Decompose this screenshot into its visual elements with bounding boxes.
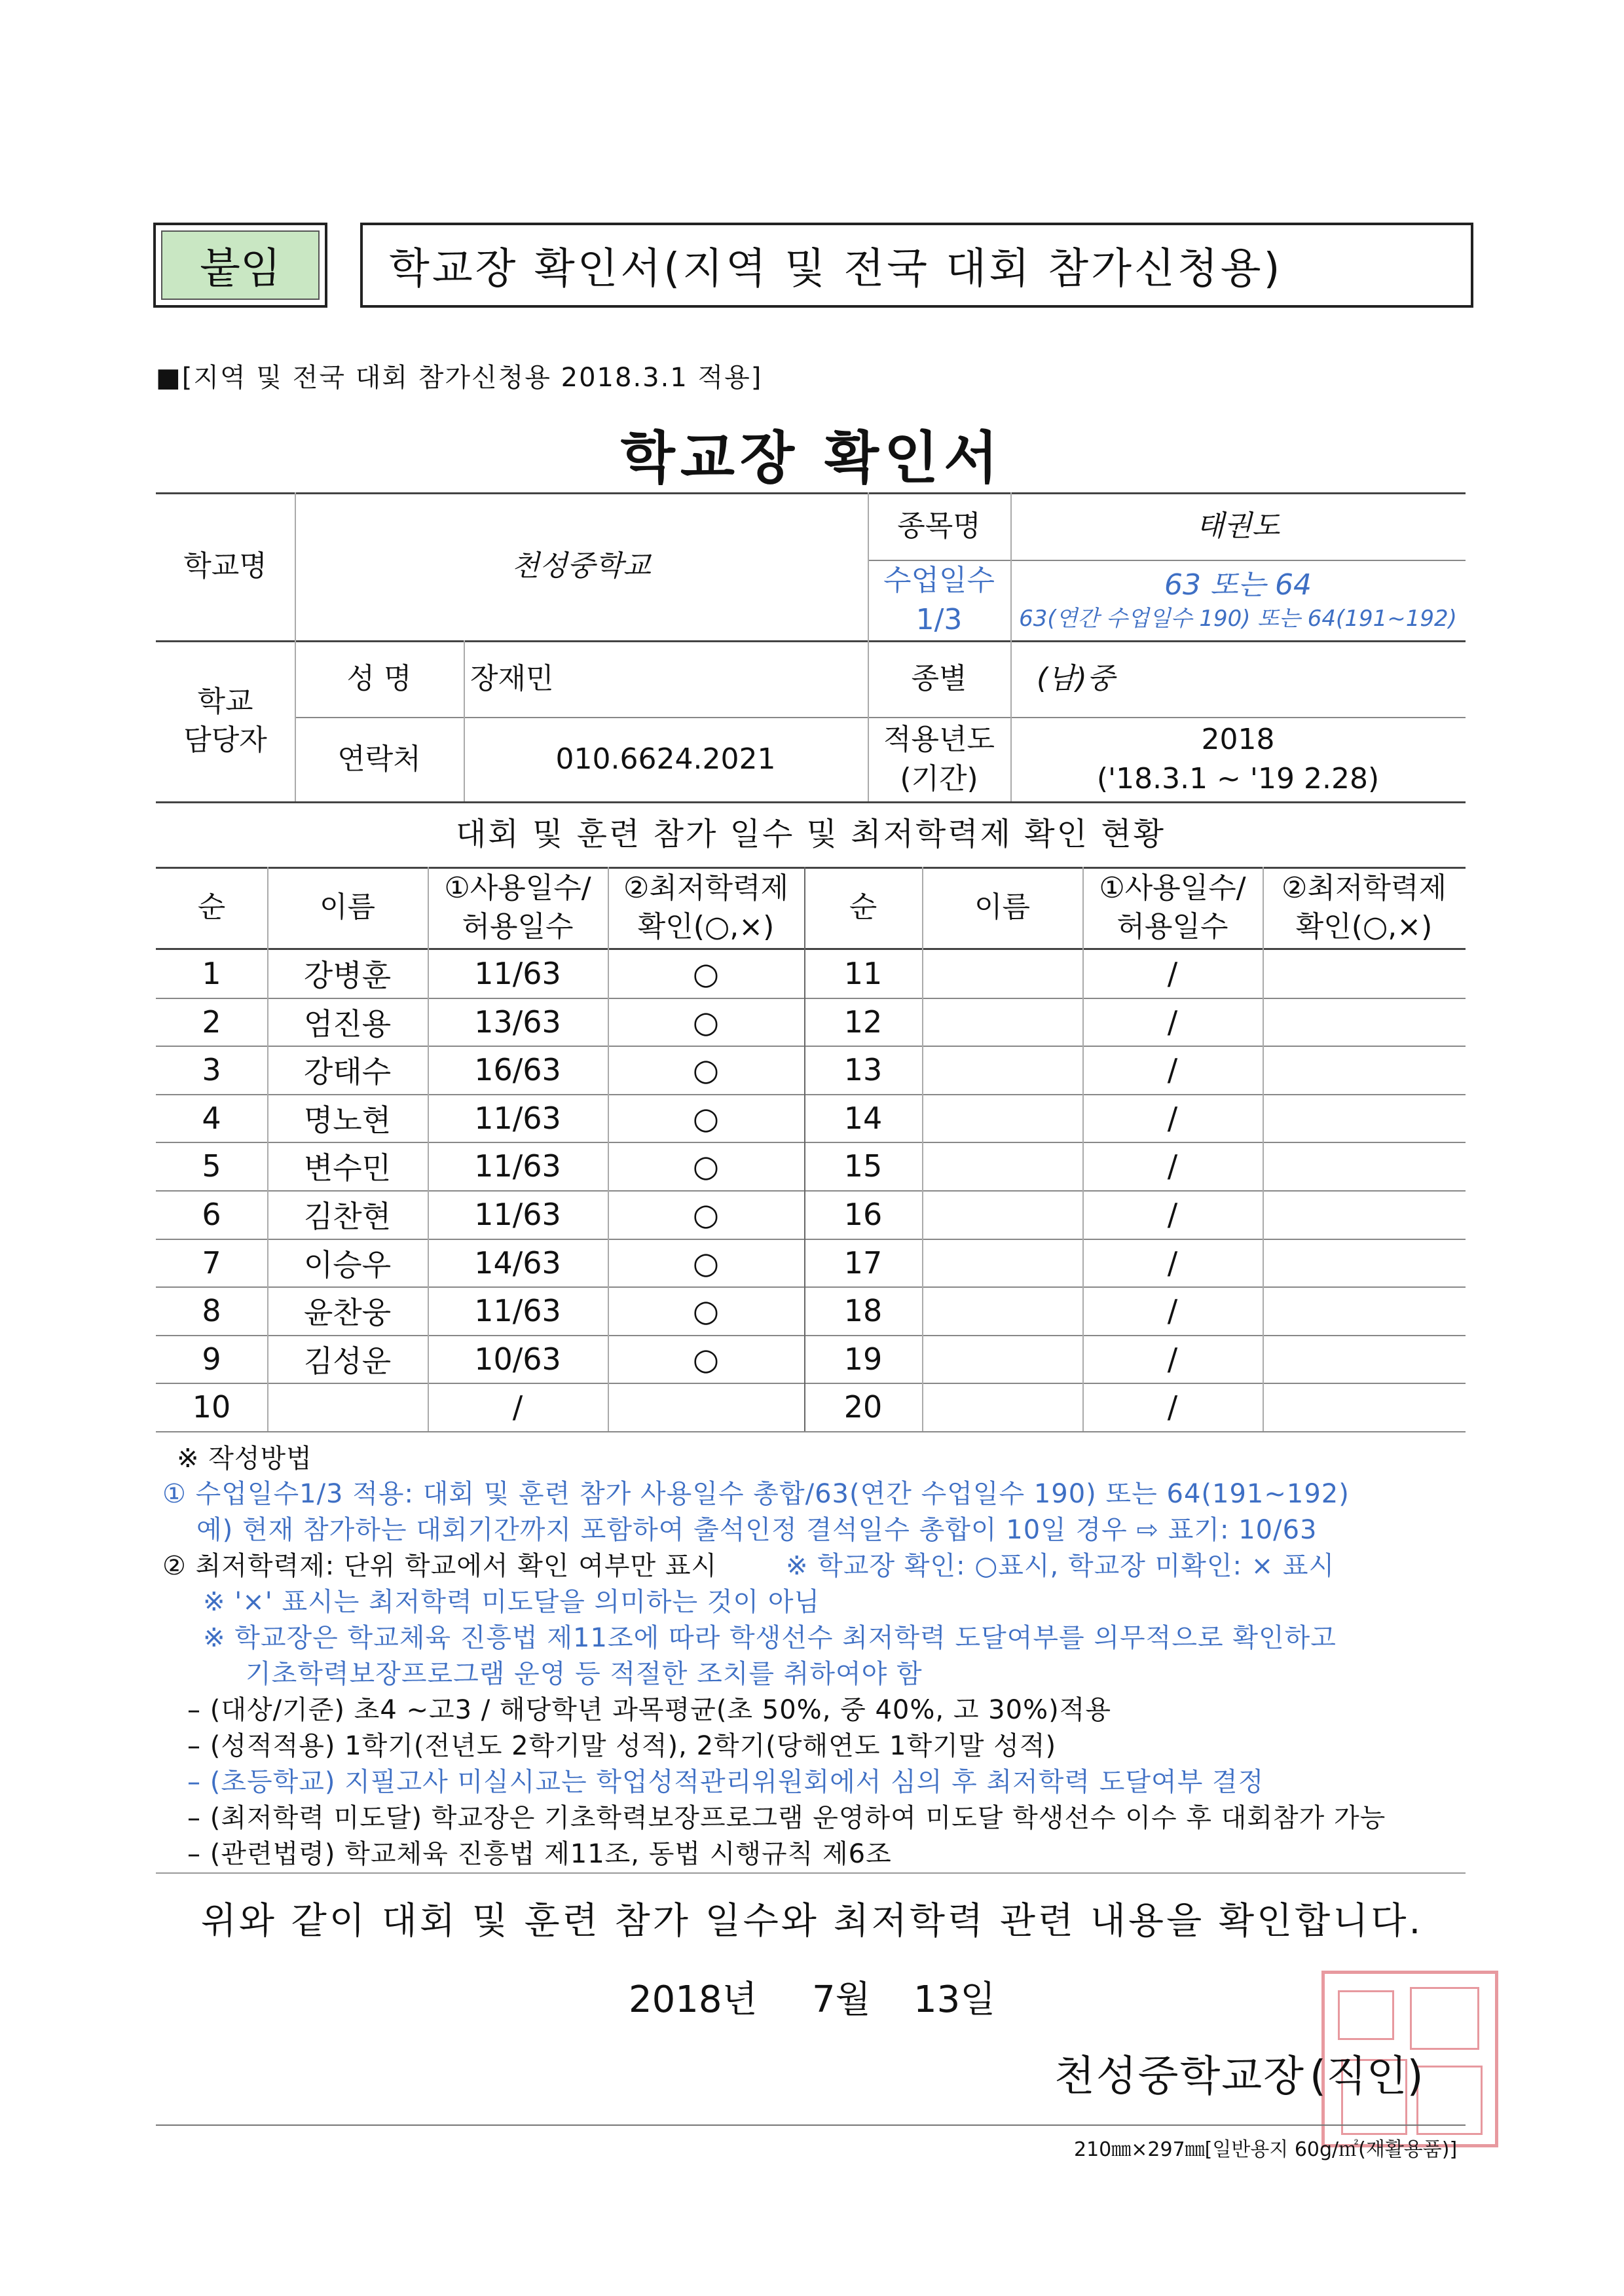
- cell-name: [922, 1383, 1082, 1431]
- header-check-line2: 확인(○,×): [1295, 910, 1433, 943]
- cell-no: 20: [843, 1389, 883, 1425]
- school-days-label-text: 수업일수: [883, 564, 995, 598]
- cell-name: 명노현: [303, 1102, 392, 1138]
- divider: [1263, 867, 1264, 1431]
- cell-no: 7: [202, 1245, 221, 1281]
- year-value: [1010, 717, 1466, 801]
- divider: [1082, 867, 1084, 1431]
- header-check-left: [608, 867, 804, 948]
- cell-no: 12: [843, 1004, 883, 1040]
- year-value-text: 2018: [1201, 723, 1275, 757]
- school-days-label: [868, 560, 1010, 640]
- cell-check: ○: [692, 1004, 720, 1040]
- event-value: 태권도: [1196, 509, 1280, 543]
- cell-name: [922, 1239, 1082, 1287]
- school-days-main: 63 또는 64: [1164, 568, 1312, 602]
- header-name-left: 이름: [319, 890, 375, 924]
- cell-name: 이승우: [303, 1247, 392, 1283]
- header-days-line2: 허용일수: [462, 910, 574, 943]
- table-row: [156, 1190, 1466, 1239]
- cell-check: [608, 1383, 804, 1431]
- document-title-box: [360, 223, 1473, 308]
- divider: [922, 867, 923, 1431]
- year-label-text: 적용년도: [883, 723, 995, 757]
- attachment-label-box: [153, 223, 327, 308]
- cell-name: 변수민: [303, 1150, 392, 1186]
- seal-label: (직인): [1310, 2052, 1424, 2101]
- detail-4: – (최저학력 미도달) 학교장은 기초학력보장프로그램 운영하여 미도달 학생선수 이수 후 대회참가 가능: [187, 1803, 1386, 1833]
- cell-check: [1263, 949, 1466, 998]
- cell-days: /: [1167, 1341, 1178, 1377]
- cell-days: /: [1167, 1245, 1178, 1281]
- divider: [156, 2124, 1466, 2126]
- page-title: 학교장 확인서: [620, 426, 1004, 491]
- header-no-left: 순: [197, 890, 226, 924]
- manager-label-line2: 담당자: [183, 723, 267, 757]
- cell-name: 윤찬웅: [303, 1295, 392, 1331]
- date-month: 7월: [812, 1978, 871, 2021]
- cell-name: [922, 1286, 1082, 1335]
- cell-name: [922, 949, 1082, 998]
- cell-no: 13: [843, 1052, 883, 1088]
- manager-label-line1: 학교: [197, 684, 253, 718]
- cell-days: /: [1167, 956, 1178, 991]
- paper-spec-footer: 210㎜×297㎜[일반용지 60g/㎡(재활용품)]: [1074, 2138, 1458, 2161]
- cell-days: 11/63: [474, 956, 561, 991]
- table-row: [156, 1286, 1466, 1335]
- cell-check: [1263, 1239, 1466, 1287]
- cell-name: [922, 1142, 1082, 1190]
- cell-check: [1263, 1046, 1466, 1094]
- table-row: [156, 949, 1466, 998]
- note-4a: ※ 학교장은 학교체육 진흥법 제11조에 따라 학생선수 최저학력 도달여부를 의무적으로 확인하고: [203, 1623, 1337, 1653]
- cell-name: 엄진용: [303, 1006, 392, 1042]
- document-title: 학교장 확인서(지역 및 전국 대회 참가신청용): [389, 245, 1283, 293]
- cell-days: 11/63: [474, 1100, 561, 1136]
- cell-check: ○: [692, 1245, 720, 1281]
- cell-no: 8: [202, 1293, 221, 1329]
- cell-check: ○: [692, 1197, 720, 1232]
- school-days-note: 63(연간 수업일수 190) 또는 64(191~192): [1019, 606, 1457, 632]
- cell-days: 13/63: [474, 1004, 561, 1040]
- cell-name: 강태수: [303, 1054, 392, 1090]
- period-label-text: (기간): [900, 761, 978, 795]
- header-days-line1: ①사용일수/: [444, 871, 591, 905]
- cell-days: /: [1167, 1052, 1178, 1088]
- school-label: 학교명: [183, 549, 267, 583]
- table-row: [156, 1335, 1466, 1383]
- signer-name: 천성중학교장: [1054, 2052, 1305, 2101]
- header-check-right: [1263, 867, 1466, 948]
- divider: [608, 867, 609, 1431]
- note-1a: ① 수업일수1/3 적용: 대회 및 훈련 참가 사용일수 총합/63(연간 수업일수 190) 또는 64(191~192): [162, 1479, 1350, 1509]
- gender-label: 종별: [911, 661, 967, 695]
- cell-days: /: [1167, 1293, 1178, 1329]
- cell-no: 14: [843, 1100, 883, 1136]
- table-row: [156, 1383, 1466, 1431]
- notes-heading: ※ 작성방법: [177, 1444, 312, 1474]
- cell-check: [1263, 1190, 1466, 1239]
- header-no-right: 순: [849, 890, 877, 924]
- detail-3: – (초등학교) 지필고사 미실시교는 학업성적관리위원회에서 심의 후 최저학력 도달여부 결정: [187, 1767, 1264, 1797]
- table-row: [156, 1046, 1466, 1094]
- student-table-header: [156, 867, 1466, 948]
- header-days-line1: ①사용일수/: [1099, 871, 1246, 905]
- header-days-left: [428, 867, 608, 948]
- divider: [156, 1431, 1466, 1432]
- note-3: ※ '×' 표시는 최저학력 미도달을 의미하는 것이 아님: [203, 1587, 821, 1617]
- table-row: [156, 1239, 1466, 1287]
- subtitle: ■[지역 및 전국 대회 참가신청용 2018.3.1 적용]: [156, 363, 763, 393]
- cell-no: 3: [202, 1052, 221, 1088]
- note-2b: ※ 학교장 확인: ○표시, 학교장 미확인: × 표시: [786, 1551, 1335, 1581]
- cell-days: 16/63: [474, 1052, 561, 1088]
- cell-name: [922, 998, 1082, 1046]
- cell-name: [922, 1190, 1082, 1239]
- header-check-line1: ②최저학력제: [1282, 871, 1447, 905]
- header-check-line1: ②최저학력제: [623, 871, 788, 905]
- table-row: [156, 998, 1466, 1046]
- cell-no: 4: [202, 1100, 221, 1136]
- divider: [428, 867, 429, 1431]
- divider: [804, 867, 805, 1431]
- cell-check: [1263, 1335, 1466, 1383]
- table-row: [156, 1142, 1466, 1190]
- cell-days: /: [1167, 1197, 1178, 1232]
- cell-days: /: [1167, 1004, 1178, 1040]
- cell-no: 18: [843, 1293, 883, 1329]
- cell-name: [922, 1335, 1082, 1383]
- contact-label: 연락처: [337, 742, 421, 776]
- cell-days: 14/63: [474, 1245, 561, 1281]
- divider: [267, 867, 268, 1431]
- note-4b: 기초학력보장프로그램 운영 등 적절한 조치를 취하여야 함: [246, 1659, 923, 1689]
- cell-days: /: [512, 1389, 523, 1425]
- name-label: 성 명: [346, 661, 412, 695]
- contact-value: 010.6624.2021: [555, 742, 776, 776]
- school-name: 천성중학교: [511, 549, 651, 583]
- year-label: [868, 717, 1010, 801]
- cell-no: 5: [202, 1148, 221, 1184]
- divider: [156, 1872, 1466, 1874]
- note-2a: ② 최저학력제: 단위 학교에서 확인 여부만 표시: [162, 1551, 718, 1581]
- cell-name: [922, 1046, 1082, 1094]
- cell-days: 11/63: [474, 1197, 561, 1232]
- cell-name: 김찬현: [303, 1199, 392, 1234]
- cell-check: [1263, 1383, 1466, 1431]
- period-value-text: ('18.3.1 ~ '19 2.28): [1096, 761, 1380, 795]
- cell-days: 11/63: [474, 1293, 561, 1329]
- confirmation-text: 위와 같이 대회 및 훈련 참가 일수와 최저학력 관련 내용을 확인합니다.: [200, 1900, 1424, 1942]
- school-days-value: [1010, 560, 1466, 640]
- date-day: 13일: [913, 1978, 996, 2021]
- cell-check: [1263, 998, 1466, 1046]
- event-label: 종목명: [897, 509, 981, 543]
- cell-days: /: [1167, 1389, 1178, 1425]
- gender-value: (남)중: [1037, 661, 1115, 695]
- manager-name: 장재민: [470, 661, 554, 695]
- cell-no: 15: [843, 1148, 883, 1184]
- manager-label: [156, 640, 295, 801]
- cell-no: 11: [843, 956, 883, 991]
- section-title: 대회 및 훈련 참가 일수 및 최저학력제 확인 현황: [455, 815, 1166, 852]
- cell-no: 2: [202, 1004, 221, 1040]
- cell-name: [922, 1094, 1082, 1142]
- cell-check: ○: [692, 1293, 720, 1329]
- cell-check: ○: [692, 1341, 720, 1377]
- header-days-line2: 허용일수: [1116, 910, 1228, 943]
- header-check-line2: 확인(○,×): [637, 910, 775, 943]
- cell-days: /: [1167, 1148, 1178, 1184]
- cell-name: 김성운: [303, 1343, 392, 1379]
- header-days-right: [1082, 867, 1263, 948]
- cell-days: /: [1167, 1100, 1178, 1136]
- cell-days: 11/63: [474, 1148, 561, 1184]
- cell-no: 17: [843, 1245, 883, 1281]
- cell-days: 10/63: [474, 1341, 561, 1377]
- detail-1: – (대상/기준) 초4 ~고3 / 해당학년 과목평균(초 50%, 중 40%, 고 30%)적용: [187, 1695, 1111, 1725]
- cell-check: ○: [692, 1052, 720, 1088]
- cell-name: [267, 1383, 428, 1431]
- cell-no: 9: [202, 1341, 221, 1377]
- cell-no: 16: [843, 1197, 883, 1232]
- attachment-label: 붙임: [200, 245, 281, 293]
- header-name-right: 이름: [974, 890, 1030, 924]
- cell-check: [1263, 1142, 1466, 1190]
- cell-check: ○: [692, 1100, 720, 1136]
- table-row: [156, 1094, 1466, 1142]
- cell-check: [1263, 1094, 1466, 1142]
- detail-5: – (관련법령) 학교체육 진흥법 제11조, 동법 시행규칙 제6조: [187, 1839, 892, 1869]
- cell-check: [1263, 1286, 1466, 1335]
- detail-2: – (성적적용) 1학기(전년도 2학기말 성적), 2학기(당해연도 1학기말 성적): [187, 1731, 1057, 1761]
- cell-no: 6: [202, 1197, 221, 1232]
- cell-check: ○: [692, 956, 720, 991]
- cell-no: 19: [843, 1341, 883, 1377]
- school-days-fraction: 1/3: [915, 602, 963, 636]
- cell-name: 강병훈: [303, 958, 392, 993]
- note-1b: 예) 현재 참가하는 대회기간까지 포함하여 출석인정 결석일수 총합이 10일 경우 ⇨ 표기: 10/63: [196, 1515, 1318, 1545]
- cell-check: ○: [692, 1148, 720, 1184]
- date-year: 2018년: [629, 1978, 758, 2021]
- cell-no: 1: [202, 956, 221, 991]
- cell-no: 10: [192, 1389, 231, 1425]
